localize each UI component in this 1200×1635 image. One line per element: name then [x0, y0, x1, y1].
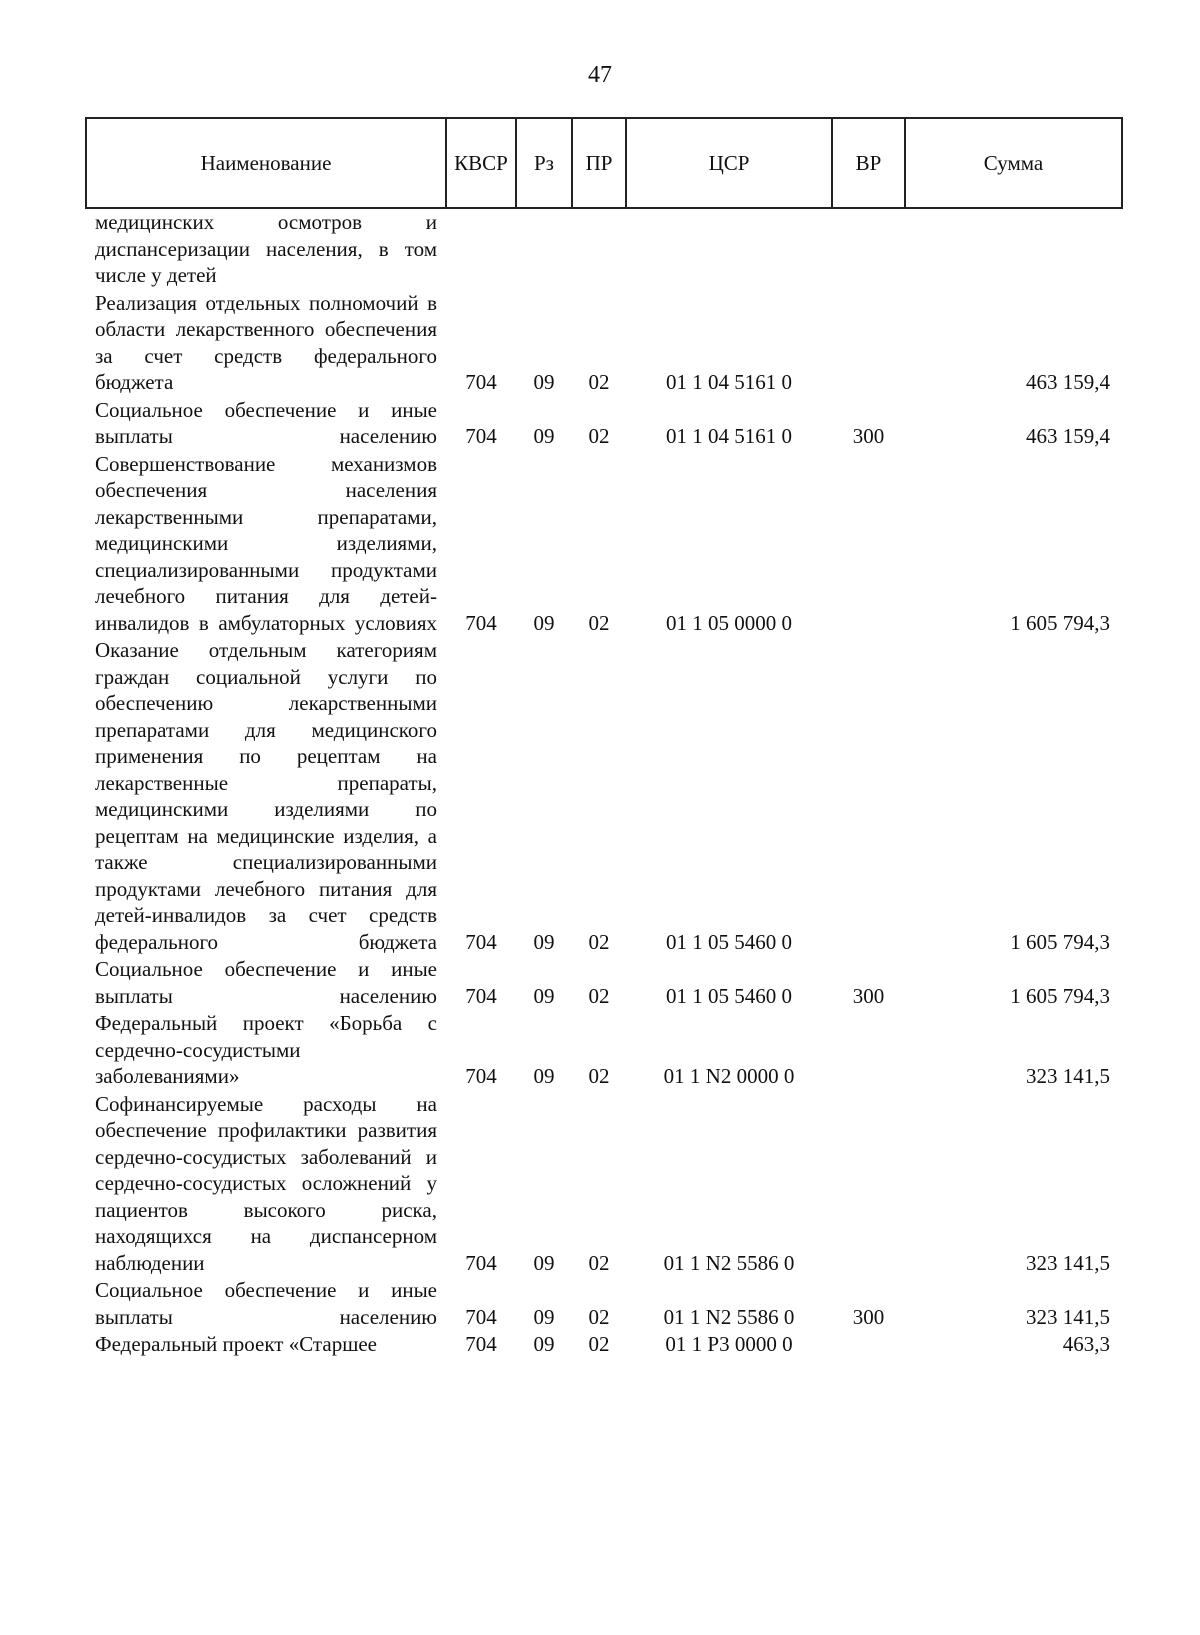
cell-csr [626, 208, 832, 290]
cell-kvsr: 704 [465, 424, 497, 448]
table-row [86, 290, 1122, 397]
cell-name: Совершенствование механизмов обеспечения населения лекарственными препаратами, медицинскими изделиями, специализированными продуктами лечебного питания для детей-инвалидов в амбулаторных условиях [95, 451, 437, 635]
cell-vr [832, 637, 905, 956]
table-row [86, 451, 1122, 638]
table-row [86, 956, 1122, 1010]
cell-sum: 1 605 794,3 [1010, 929, 1110, 954]
header-kvsr: КВСР [446, 118, 516, 208]
page-number: 47 [588, 62, 612, 88]
cell-name: Социальное обеспечение и иные выплаты населению [95, 1278, 437, 1329]
cell-vr [832, 208, 905, 290]
cell-kvsr: 704 [465, 1332, 497, 1356]
cell-sum: 323 141,5 [1026, 1304, 1110, 1329]
cell-name: Оказание отдельным категориям граждан социальной услуги по обеспечению лекарственными препаратами для медицинского применения по рецептам на лекарственные препараты, медицинскими изделиями по рецептам на медицинские изделия, а также специализированными продуктами лечебного питания для детей-инвалидов за счет средств федерального бюджета [95, 638, 437, 954]
cell-csr: 01 1 04 5161 0 [666, 424, 792, 448]
cell-pr: 02 [588, 1250, 610, 1275]
table-header-row [86, 118, 1122, 208]
cell-kvsr: 704 [465, 370, 497, 394]
cell-pr: 02 [588, 983, 610, 1008]
cell-csr: 01 1 P3 0000 0 [665, 1332, 793, 1356]
cell-rz: 09 [533, 929, 555, 954]
cell-sum: 1 605 794,3 [1010, 983, 1110, 1008]
header-name: Наименование [86, 118, 446, 208]
cell-csr: 01 1 05 5460 0 [666, 983, 792, 1008]
cell-vr: 300 [852, 1304, 885, 1329]
cell-csr: 01 1 05 0000 0 [666, 610, 792, 635]
cell-kvsr [446, 208, 516, 290]
cell-rz: 09 [533, 370, 555, 394]
cell-name: Реализация отдельных полномочий в области лекарственного обеспечения за счет средств федерального бюджета [95, 290, 437, 394]
cell-sum [905, 208, 1122, 290]
cell-rz: 09 [533, 1304, 555, 1329]
cell-vr [832, 1091, 905, 1278]
cell-sum: 323 141,5 [1026, 1250, 1110, 1275]
header-vr: ВР [832, 118, 905, 208]
table-row [86, 1331, 1122, 1359]
cell-rz: 09 [533, 983, 555, 1008]
cell-rz [516, 208, 572, 290]
cell-name: Софинансируемые расходы на обеспечение профилактики развития сердечно-сосудистых заболеваний и сердечно-сосудистых осложнений у пациентов высокого риска, находящихся на диспансерном наблюдении [95, 1091, 437, 1275]
cell-sum: 1 605 794,3 [1010, 610, 1110, 635]
cell-sum: 323 141,5 [1026, 1064, 1110, 1088]
cell-name: Социальное обеспечение и иные выплаты населению [95, 397, 437, 448]
header-pr: ПР [572, 118, 626, 208]
cell-kvsr: 704 [465, 1250, 497, 1275]
cell-pr [572, 208, 626, 290]
cell-rz: 09 [533, 1064, 555, 1088]
cell-csr: 01 1 N2 5586 0 [663, 1250, 795, 1275]
cell-pr: 02 [588, 1064, 610, 1088]
cell-kvsr: 704 [465, 929, 497, 954]
header-rz: Рз [516, 118, 572, 208]
cell-pr: 02 [588, 370, 610, 394]
cell-kvsr: 704 [465, 610, 497, 635]
cell-vr [832, 1010, 905, 1091]
cell-pr: 02 [588, 929, 610, 954]
cell-name: Социальное обеспечение и иные выплаты населению [95, 957, 437, 1008]
table-row [86, 1010, 1122, 1091]
cell-rz: 09 [533, 610, 555, 635]
table-row [86, 208, 1122, 290]
cell-csr: 01 1 N2 5586 0 [663, 1304, 795, 1329]
cell-sum: 463 159,4 [1026, 370, 1110, 394]
cell-rz: 09 [533, 1250, 555, 1275]
cell-kvsr: 704 [465, 983, 497, 1008]
cell-name: Федеральный проект «Старшее [95, 1332, 378, 1356]
cell-pr: 02 [588, 1304, 610, 1329]
cell-vr [832, 451, 905, 638]
table-row [86, 1091, 1122, 1278]
cell-csr: 01 1 04 5161 0 [666, 370, 792, 394]
cell-sum: 463 159,4 [1026, 424, 1110, 448]
cell-kvsr: 704 [465, 1304, 497, 1329]
cell-vr: 300 [852, 424, 885, 448]
table-row [86, 1277, 1122, 1331]
cell-sum: 463,3 [1062, 1332, 1110, 1356]
cell-name: Федеральный проект «Борьба с сердечно-сосудистыми заболеваниями» [95, 1011, 437, 1088]
cell-pr: 02 [588, 1332, 610, 1356]
cell-vr [832, 1331, 905, 1359]
table-row [86, 397, 1122, 451]
cell-csr: 01 1 05 5460 0 [666, 929, 792, 954]
cell-rz: 09 [533, 424, 555, 448]
cell-rz: 09 [533, 1332, 555, 1356]
table-row [86, 637, 1122, 956]
budget-table [85, 117, 1123, 1359]
cell-pr: 02 [588, 610, 610, 635]
cell-csr: 01 1 N2 0000 0 [663, 1064, 795, 1088]
header-csr: ЦСР [626, 118, 832, 208]
cell-kvsr: 704 [465, 1064, 497, 1088]
cell-vr: 300 [852, 983, 885, 1008]
cell-name: медицинских осмотров и диспансеризации населения, в том числе у детей [95, 210, 437, 287]
cell-vr [832, 290, 905, 397]
header-sum: Сумма [905, 118, 1122, 208]
cell-pr: 02 [588, 424, 610, 448]
